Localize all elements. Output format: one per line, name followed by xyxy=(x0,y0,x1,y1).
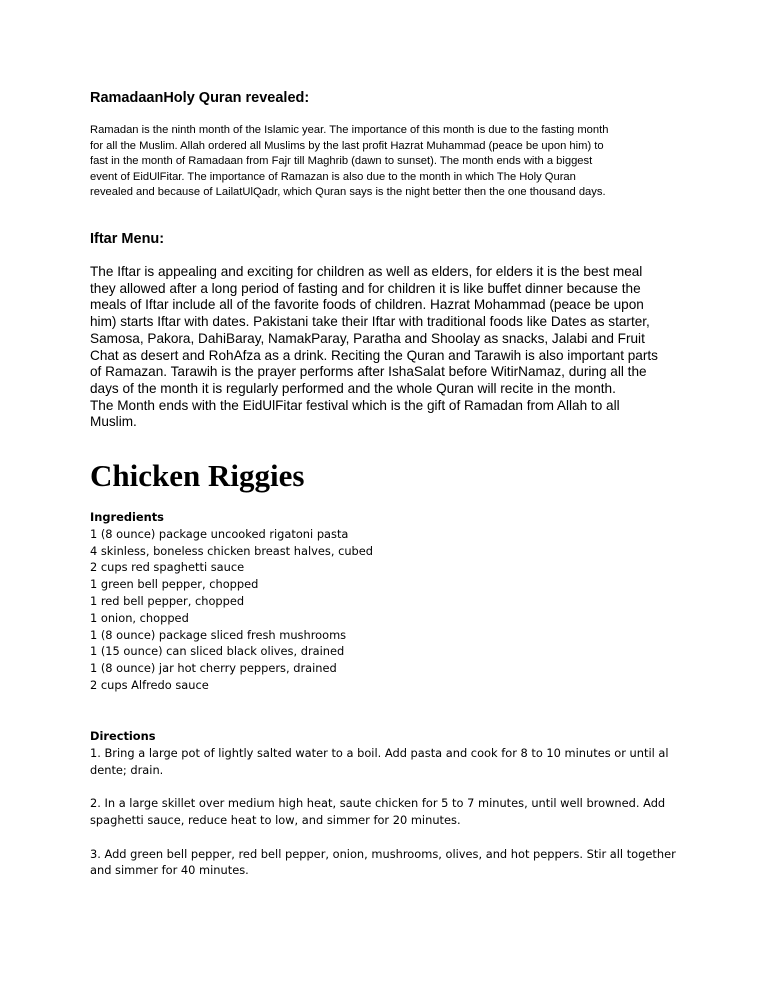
ingredient-item: 1 onion, chopped xyxy=(90,610,189,625)
paragraph-line: meals of Iftar include all of the favorite foods of children. Hazrat Mohammad (peace be upon xyxy=(90,297,644,313)
step-line: 1. Bring a large pot of lightly salted water to a boil. Add pasta and cook for 8 to 10 minutes or until al xyxy=(90,745,669,760)
direction-step-2 xyxy=(90,795,690,829)
paragraph-line: Samosa, Pakora, DahiBaray, NamakParay, Paratha and Shoolay as snacks, Jalabi and Fruit xyxy=(90,330,645,346)
paragraph-line: The Iftar is appealing and exciting for children as well as elders, for elders it is the best meal xyxy=(90,264,643,279)
directions-list xyxy=(90,728,690,879)
step-spacer xyxy=(90,829,690,846)
step-line: dente; drain. xyxy=(90,762,164,777)
ingredient-item: 1 (8 ounce) package uncooked rigatoni pasta xyxy=(90,526,349,541)
direction-step-1 xyxy=(90,745,690,779)
paragraph-line: days of the month it is regularly performed and the whole Quran will recite in the month. xyxy=(90,380,616,396)
recipe-title: Chicken Riggies xyxy=(90,458,305,493)
paragraph-line: revealed and because of LailatUlQadr, which Quran says is the night better then the one thousand days. xyxy=(90,186,606,198)
section-title-ramadan: RamadaanHoly Quran revealed: xyxy=(90,90,310,106)
ingredient-item: 1 red bell pepper, chopped xyxy=(90,593,245,608)
section-title-iftar-menu: Iftar Menu: xyxy=(90,231,165,247)
ingredient-item: 1 (8 ounce) package sliced fresh mushrooms xyxy=(90,627,347,642)
step-spacer xyxy=(90,778,690,795)
ingredients-list xyxy=(90,509,373,694)
step-line: and simmer for 40 minutes. xyxy=(90,863,249,878)
paragraph-line: of Ramazan. Tarawih is the prayer performs after IshaSalat before WitirNamaz, during all the xyxy=(90,364,647,380)
ingredients-label: Ingredients xyxy=(90,510,164,524)
ingredient-item: 1 (15 ounce) can sliced black olives, drained xyxy=(90,644,345,659)
paragraph-line: Muslim. xyxy=(90,414,137,430)
paragraph-line: Ramadan is the ninth month of the Islamic year. The importance of this month is due to the fasting month xyxy=(90,124,609,136)
ingredient-item: 1 (8 ounce) jar hot cherry peppers, drained xyxy=(90,661,337,676)
paragraph-line: The Month ends with the EidUlFitar festival which is the gift of Ramadan from Allah to all xyxy=(90,397,620,413)
ingredient-item: 1 green bell pepper, chopped xyxy=(90,577,259,592)
paragraph-line: event of EidUlFitar. The importance of Ramazan is also due to the month in which The Holy Quran xyxy=(90,170,576,183)
ingredient-item: 4 skinless, boneless chicken breast halves, cubed xyxy=(90,543,374,558)
paragraph-line: him) starts Iftar with dates. Pakistani take their Iftar with traditional foods like Dates as starter, xyxy=(90,314,650,330)
directions-label: Directions xyxy=(90,729,156,743)
step-line: spaghetti sauce, reduce heat to low, and simmer for 20 minutes. xyxy=(90,812,461,827)
step-line: 3. Add green bell pepper, red bell pepper, onion, mushrooms, olives, and hot peppers. Stir all together xyxy=(90,846,676,861)
section-body-iftar-menu xyxy=(90,264,690,431)
step-line: 2. In a large skillet over medium high heat, saute chicken for 5 to 7 minutes, until well browned. Add xyxy=(90,796,666,811)
ingredient-item: 2 cups Alfredo sauce xyxy=(90,677,209,692)
ingredient-item: 2 cups red spaghetti sauce xyxy=(90,560,245,575)
paragraph-line: for all the Muslim. Allah ordered all Muslims by the last profit Hazrat Muhammad (peace be upon him) to xyxy=(90,139,604,152)
section-body-ramadan xyxy=(90,123,680,201)
paragraph-line: Chat as desert and RohAfza as a drink. Reciting the Quran and Tarawih is also important parts xyxy=(90,347,658,363)
direction-step-3 xyxy=(90,846,690,880)
paragraph-line: they allowed after a long period of fasting and for children it is like buffet dinner because the xyxy=(90,280,641,296)
paragraph-line: fast in the month of Ramadaan from Fajr till Maghrib (dawn to sunset). The month ends with a biggest xyxy=(90,155,593,167)
